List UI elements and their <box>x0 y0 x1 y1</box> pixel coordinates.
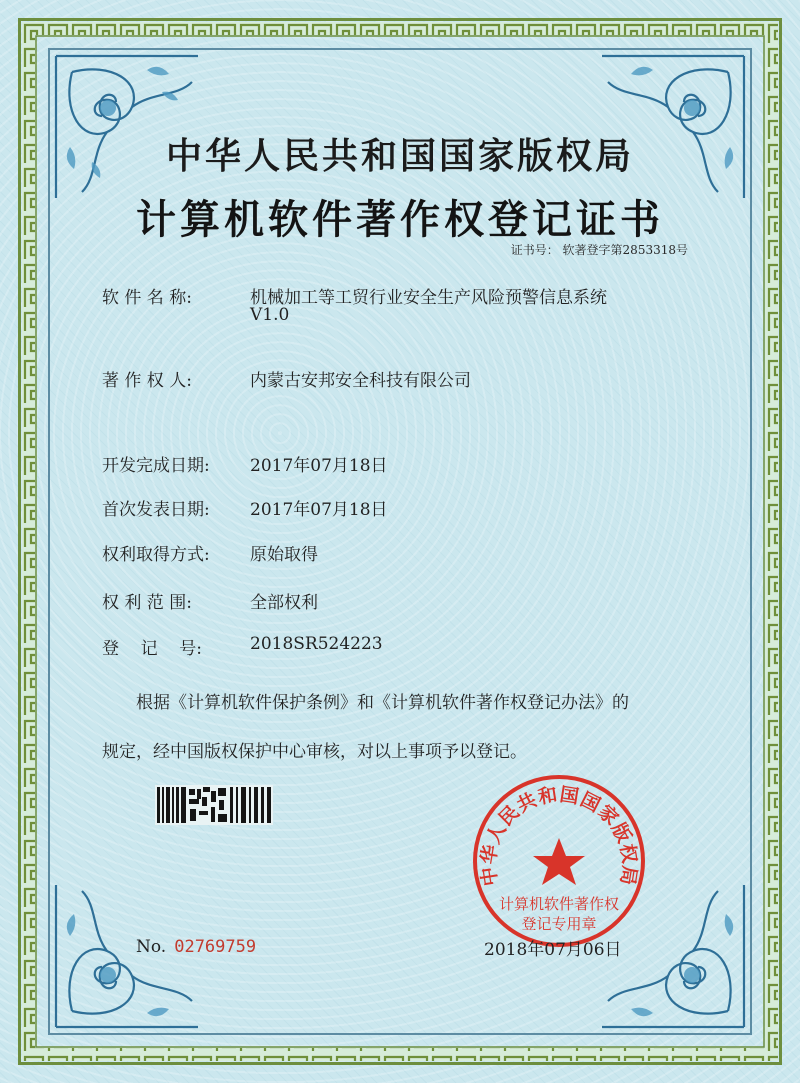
serial-number <box>136 937 256 957</box>
scope-value: 全部权利 <box>250 593 318 613</box>
seal-inner-line1: 计算机软件著作权 <box>498 895 620 913</box>
reg-no-row <box>102 634 383 659</box>
seal-ring-text: 中华人民共和国国家版权局 <box>477 783 641 888</box>
certificate-number-value: 软著登字第2853318号 <box>562 243 688 257</box>
owner-label: 著 作 权 人: <box>102 371 192 391</box>
serial-number-label: No. <box>136 937 167 957</box>
dev-date-value: 2017年07月18日 <box>250 456 388 476</box>
acquire-row <box>102 540 318 565</box>
dev-date-row <box>102 451 388 476</box>
certificate-number-label: 证书号： <box>510 243 559 257</box>
serial-number-value: 02769759 <box>174 937 257 957</box>
pub-date-row <box>102 495 388 520</box>
barcode-icon <box>155 785 273 825</box>
scope-label: 权 利 范 围: <box>102 593 192 613</box>
pub-date-value: 2017年07月18日 <box>250 500 388 520</box>
corner-ornament-icon <box>598 52 748 202</box>
issuer-title: 中华人民共和国国家版权局 <box>165 135 634 177</box>
software-name-value: 机械加工等工贸行业安全生产风险预警信息系统 <box>250 288 607 308</box>
acquire-label: 权利取得方式: <box>102 545 210 565</box>
software-name-row <box>102 283 607 308</box>
pub-date-label: 首次发表日期: <box>102 500 210 520</box>
star-icon <box>533 838 585 885</box>
reg-no-label: 登 记 号: <box>102 639 202 659</box>
certificate-title: 计算机软件著作权登记证书 <box>136 196 664 243</box>
acquire-value: 原始取得 <box>250 545 318 565</box>
scope-row <box>102 588 318 613</box>
body-paragraph-line1: 根据《计算机软件保护条例》和《计算机软件著作权登记办法》的 <box>136 693 629 713</box>
software-name-label: 软 件 名 称: <box>102 288 192 308</box>
official-seal <box>470 772 648 950</box>
owner-value: 内蒙古安邦安全科技有限公司 <box>250 371 471 391</box>
issue-date: 2018年07月06日 <box>484 940 622 960</box>
corner-ornament-icon <box>52 52 202 202</box>
software-version-value: V1.0 <box>250 305 290 325</box>
dev-date-label: 开发完成日期: <box>102 456 210 476</box>
reg-no-value: 2018SR524223 <box>250 634 383 654</box>
owner-row <box>102 366 471 391</box>
certificate-number <box>511 241 688 258</box>
body-paragraph-line2: 规定，经中国版权保护中心审核，对以上事项予以登记。 <box>102 742 527 762</box>
seal-inner-line2: 登记专用章 <box>521 915 597 933</box>
